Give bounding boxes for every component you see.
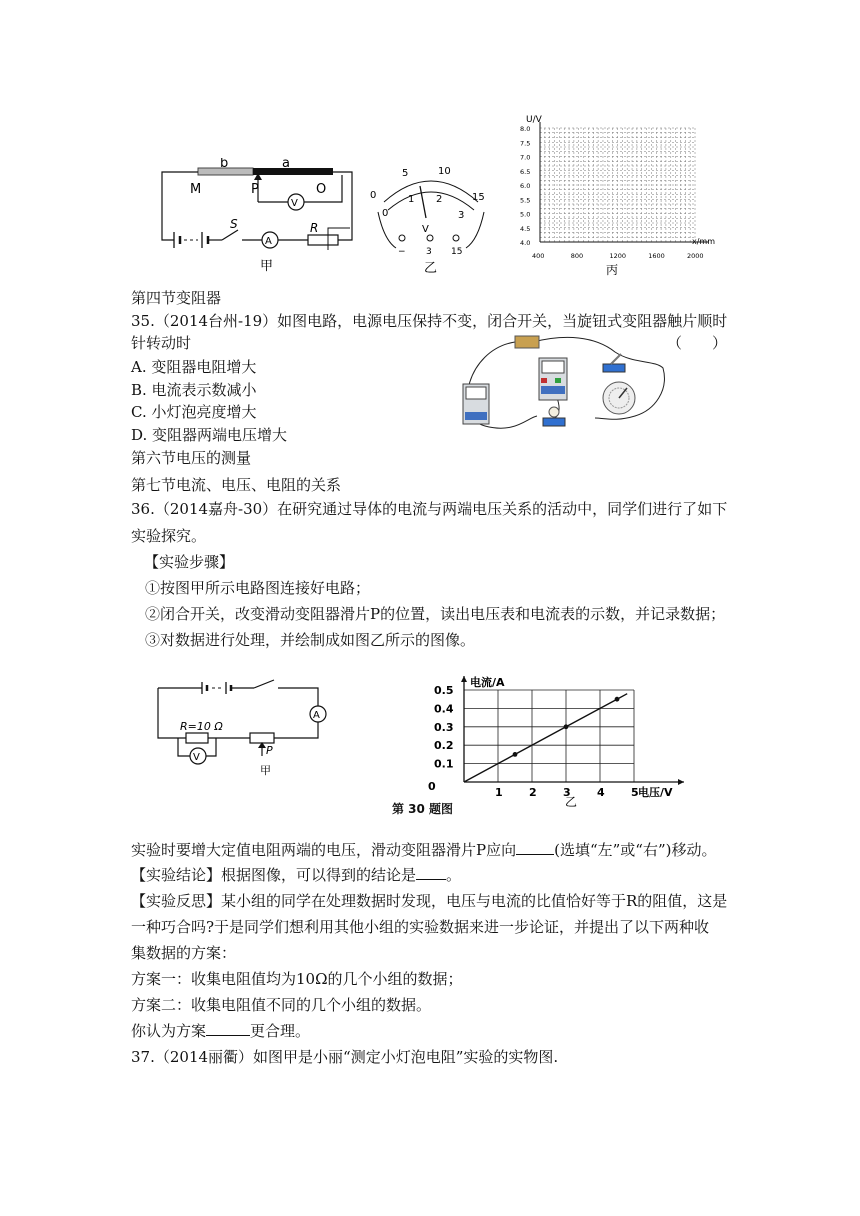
label-b: b — [220, 158, 229, 171]
q36-reflect-line3: 集数据的方案： — [131, 944, 237, 962]
svg-text:3: 3 — [458, 210, 465, 221]
figure-caption-30: 第 30 题图 — [392, 802, 454, 816]
svg-text:A: A — [265, 236, 272, 247]
fixed-resistor-symbol — [186, 733, 208, 743]
q35-answer-paren: （ ） — [667, 334, 728, 352]
grid-ytick: 7.0 — [520, 153, 531, 162]
svg-text:V: V — [193, 752, 200, 763]
q35-option-d: D. 变阻器两端电压增大 — [131, 426, 288, 444]
svg-text:V: V — [291, 198, 298, 209]
q35-option-b: B. 电流表示数减小 — [131, 381, 257, 399]
caption-bing: 丙 — [606, 263, 619, 277]
grid-ylabel: U/V — [526, 115, 542, 125]
q36-plan-2: 方案二：收集电阻值不同的几个小组的数据。 — [131, 996, 432, 1014]
q36-conclusion: 【实验结论】根据图像，可以得到的结论是 。 — [131, 866, 462, 884]
grid-xtick: 800 — [570, 252, 584, 260]
label-S: S — [230, 217, 238, 231]
section-title-6: 第六节电压的测量 — [131, 449, 252, 467]
section-title-4: 第四节变阻器 — [131, 289, 222, 307]
data-point — [615, 697, 620, 702]
q36-reflect-line2: 一种巧合吗?于是同学们想利用其他小组的实验数据来进一步论证，并提出了以下两种收 — [131, 918, 710, 936]
caption-jia-mid: 甲 — [260, 764, 271, 777]
label-P: P — [251, 182, 259, 197]
meter-needle — [420, 186, 426, 218]
grid-xtick: 1200 — [609, 252, 627, 260]
top-figure-yi-voltmeter-dial — [366, 160, 496, 280]
chart-xtick: 5 — [631, 786, 639, 799]
fixed-resistor-label: R=10 Ω — [180, 720, 223, 733]
q36-reflect-line1: 【实验反思】某小组的同学在处理数据时发现，电压与电流的比值恰好等于R的阻值，这是 — [131, 892, 728, 910]
q35-stem-line2: 针转动时 — [131, 334, 192, 352]
svg-text:1: 1 — [408, 194, 415, 205]
svg-text:0: 0 — [382, 208, 389, 219]
chart-xtick: 1 — [495, 786, 503, 799]
q36-circuit-jia — [150, 678, 330, 778]
lamp-bulb-icon — [549, 407, 559, 417]
svg-text:0: 0 — [370, 190, 377, 201]
caption-jia: 甲 — [260, 259, 274, 274]
chart-ytick: 0.5 — [434, 684, 454, 697]
chart-xlabel: 电压/V — [638, 786, 673, 799]
grid-xlabel: x/mm — [692, 237, 716, 246]
grid-ytick: 4.5 — [520, 224, 531, 233]
q36-choose-plan: 你认为方案 更合理。 — [131, 1022, 311, 1040]
answer-blank-conclusion[interactable] — [416, 865, 446, 880]
battery-icon — [515, 336, 539, 348]
label-a: a — [282, 158, 290, 171]
svg-text:3: 3 — [426, 247, 432, 257]
grid-ytick: 5.5 — [520, 196, 531, 205]
q36-stem-line2: 实验探究。 — [131, 527, 207, 545]
grid-ytick: 4.0 — [520, 239, 531, 247]
grid-ytick: 8.0 — [520, 125, 531, 133]
top-figure-jia — [150, 158, 370, 278]
label-O: O — [316, 182, 327, 197]
q35-option-c: C. 小灯泡亮度增大 — [131, 403, 257, 421]
resistance-wire-a — [253, 168, 333, 175]
caption-yi-mid: 乙 — [565, 795, 578, 809]
chart-ytick: 0.1 — [434, 757, 454, 771]
caption-yi: 乙 — [424, 261, 438, 276]
steps-title: 【实验步骤】 — [144, 553, 235, 571]
q35-stem-line1: 35.（2014台州-19）如图电路，电源电压保持不变，闭合开关，当旋钮式变阻器触片顺时 — [131, 312, 728, 330]
answer-blank-direction[interactable] — [516, 840, 554, 855]
label-R: R — [310, 221, 319, 235]
svg-text:15: 15 — [472, 192, 485, 203]
section-title-7: 第七节电流、电压、电阻的关系 — [131, 476, 342, 494]
svg-text:V: V — [422, 224, 429, 235]
grid-lines — [540, 128, 695, 242]
grid-xtick: 400 — [532, 252, 545, 260]
data-point — [513, 752, 518, 757]
grid-ytick: 7.5 — [520, 139, 531, 148]
svg-text:15: 15 — [451, 247, 463, 257]
rheostat-icon — [308, 235, 338, 245]
svg-text:10: 10 — [438, 166, 451, 177]
grid-xtick: 1600 — [648, 252, 665, 260]
chart-xtick: 2 — [529, 786, 537, 799]
step-1: ①按图甲所示电路图连接好电路； — [145, 579, 371, 597]
chart-ytick: 0.3 — [434, 720, 454, 734]
answer-blank-plan[interactable] — [206, 1021, 250, 1036]
svg-text:2: 2 — [436, 194, 443, 205]
chart-ytick: 0.4 — [434, 702, 454, 716]
q36-graph-yi — [420, 670, 720, 820]
svg-text:P: P — [266, 744, 273, 757]
data-point — [564, 724, 569, 729]
series-line — [464, 694, 627, 782]
grid-ytick: 6.5 — [520, 167, 531, 176]
label-M: M — [190, 182, 202, 197]
step-3: ③对数据进行处理，并绘制成如图乙所示的图像。 — [145, 631, 476, 649]
grid-ytick: 5.0 — [520, 210, 531, 219]
svg-text:A: A — [313, 710, 320, 721]
switch-symbol — [254, 680, 274, 688]
q36-plan-1: 方案一：收集电阻值均为10Ω的几个小组的数据； — [131, 970, 463, 988]
q37-stem: 37.（2014丽衢）如图甲是小丽“测定小灯泡电阻”实验的实物图. — [131, 1048, 559, 1066]
rheostat-symbol — [250, 733, 274, 743]
svg-text:5: 5 — [402, 168, 409, 179]
q36-stem-line1: 36.（2014嘉舟-30）在研究通过导体的电流与两端电压关系的活动中，同学们进行了如下 — [131, 500, 728, 518]
top-figure-bing-grid — [510, 112, 730, 282]
svg-text:−: − — [398, 247, 406, 257]
lamp-base-icon — [543, 418, 565, 426]
step-2: ②闭合开关，改变滑动变阻器滑片P的位置，读出电压表和电流表的示数，并记录数据； — [145, 605, 726, 623]
switch-icon — [603, 364, 625, 372]
q35-apparatus-figure — [455, 330, 675, 438]
q35-option-a: A. 变阻器电阻增大 — [131, 358, 257, 376]
svg-text:0: 0 — [428, 780, 436, 793]
chart-xtick: 4 — [597, 786, 605, 799]
chart-ylabel: 电流/A — [470, 676, 505, 689]
grid-xtick: 2000 — [687, 252, 704, 260]
q36-question-direction: 实验时要增大定值电阻两端的电压，滑动变阻器滑片P应向 (选填“左”或“右”)移动。 — [131, 841, 717, 859]
grid-ytick: 6.0 — [520, 182, 531, 190]
chart-ytick: 0.2 — [434, 739, 454, 753]
chart-xtick: 3 — [563, 786, 571, 799]
